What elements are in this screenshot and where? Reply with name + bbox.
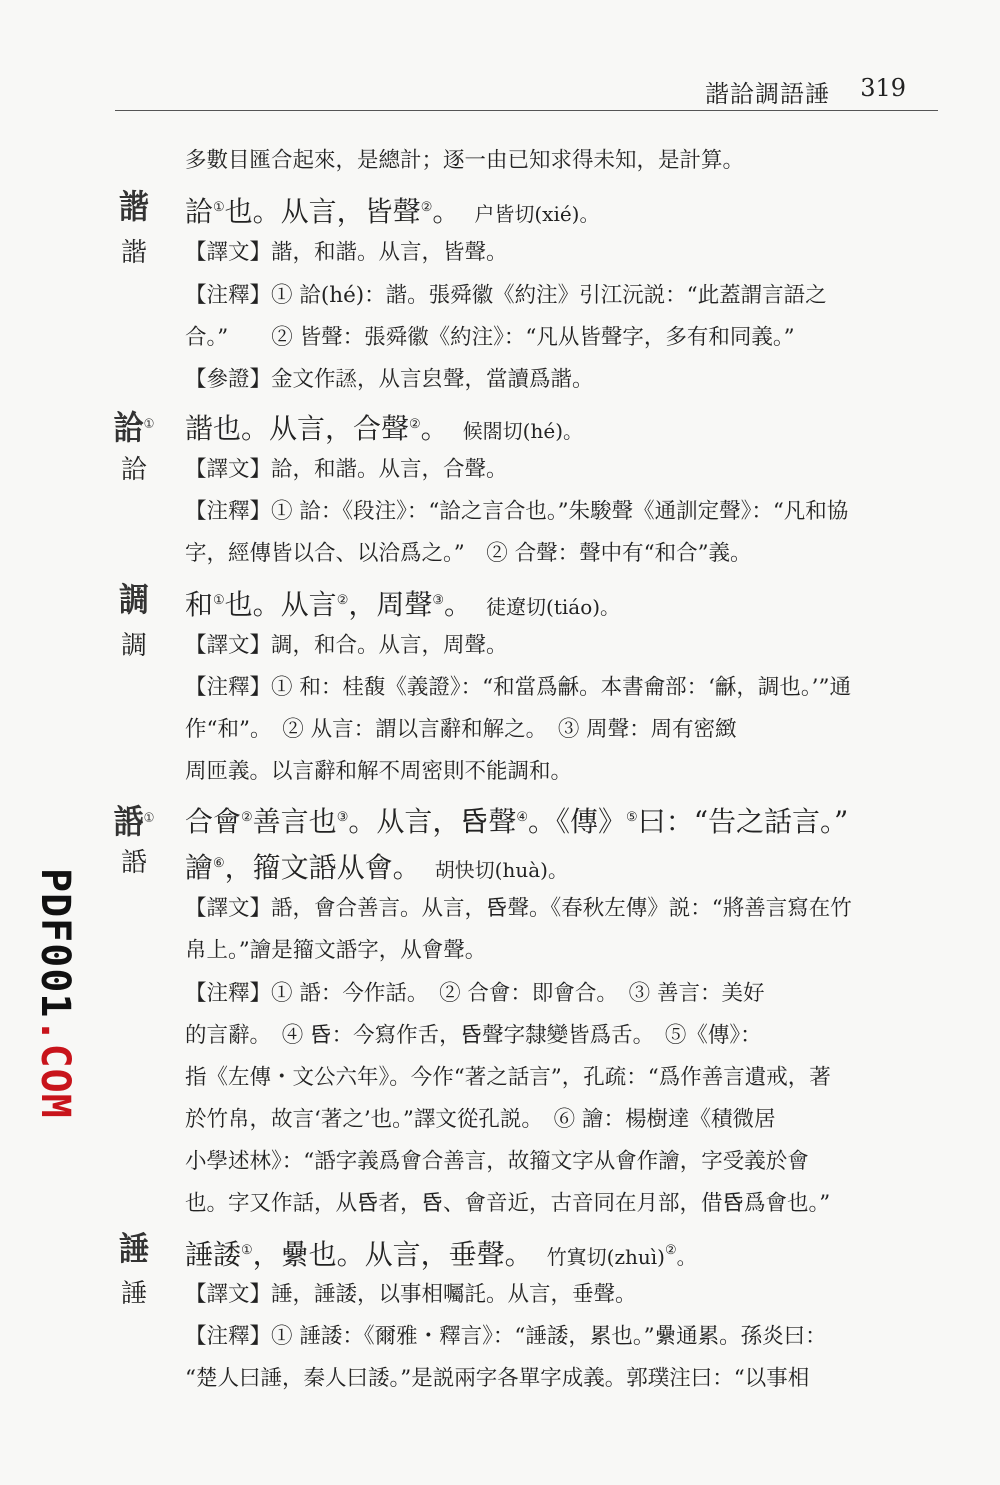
notes-line: “楚人曰諈，秦人曰諉。”是説兩字各單字成義。郭璞注曰：“以事相	[185, 1366, 810, 1391]
translation-line: 【譯文】調，和合。从言，周聲。	[185, 633, 508, 658]
head-character: 諧	[120, 238, 147, 268]
notes-line: 作“和”。 ② 从言：謂以言辭和解之。 ③ 周聲：周有密緻	[185, 717, 737, 742]
entry-definition-line: 和①也。从言②，周聲③。 徒遼切(tiáo)。	[185, 588, 621, 621]
translation-line: 【譯文】詥，和諧。从言，合聲。	[185, 457, 508, 482]
entry-definition-line: 譮⑥，籀文䛡从會。 胡快切(huà)。	[185, 851, 568, 884]
seal-glyph	[112, 404, 156, 449]
watermark	[32, 868, 78, 1119]
seal-glyph-char: 諈	[119, 1230, 149, 1269]
seal-glyph	[112, 1230, 156, 1270]
translation-line: 【譯文】諧，和諧。从言，皆聲。	[185, 240, 508, 265]
seal-glyph	[112, 798, 156, 843]
notes-line: 字，經傳皆以合、以洽爲之。” ② 合聲：聲中有“和合”義。	[185, 541, 752, 566]
notes-line: 小學述林》：“䛡字義爲會合善言，故籀文字从會作譮，字受義於會	[185, 1149, 809, 1174]
notes-line: 周匝義。以言辭和解不周密則不能調和。	[185, 759, 573, 784]
entry-definition-line: 諧也。从言，合聲②。 候閤切(hé)。	[185, 412, 584, 445]
notes-line: 於竹帛，故言‘著之’也。”譯文從孔説。 ⑥ 譮：楊樹達《積微居	[185, 1107, 776, 1132]
seal-note: ①	[143, 810, 155, 826]
translation-line: 【譯文】䛡，會合善言。从言，𠯑聲。《春秋左傳》説：“將善言寫在竹	[185, 896, 852, 921]
text-line: 多數目匯合起來，是總計；逐一由已知求得未知，是計算。	[185, 148, 745, 173]
head-character: 詥	[120, 455, 147, 485]
notes-line: 合。” ② 皆聲：張舜徽《約注》：“凡从皆聲字，多有和同義。”	[185, 325, 795, 350]
seal-glyph	[112, 188, 156, 228]
entry-definition-line: 諈諉①，纍也。从言，垂聲。 竹寘切(zhuì)②。	[185, 1238, 697, 1271]
seal-glyph-char: 調	[119, 581, 149, 620]
head-character: 諈	[120, 1279, 147, 1309]
running-header	[115, 66, 938, 111]
seal-glyph-char: 䛡	[113, 803, 144, 842]
head-character: 䛡	[120, 848, 147, 878]
watermark-red: .COM	[32, 1018, 78, 1119]
header-characters: 諧詥調語諈	[705, 80, 830, 108]
entry-definition-line: 詥①也。从言，皆聲②。 户皆切(xié)。	[185, 195, 600, 228]
seal-glyph-char: 諧	[119, 188, 149, 227]
notes-line: 指《左傳・文公六年》。今作“著之話言”，孔疏：“爲作善言遺戒，著	[185, 1065, 831, 1090]
seal-glyph-char: 詥	[113, 409, 144, 448]
seal-note: ①	[143, 416, 155, 432]
notes-line: 【注釋】① 和：桂馥《義證》：“和當爲龢。本書龠部：‘龢，調也。’”通	[185, 675, 851, 700]
watermark-black: PDF001	[32, 868, 78, 1019]
notes-line: 也。字又作話，从𠯑者，𠯑、會音近，古音同在月部，借𠯑爲會也。”	[185, 1191, 831, 1216]
entry-definition-line: 合會②善言也③。从言，𠯑聲④。《傳》⑤曰：“告之話言。”	[185, 805, 849, 838]
head-character: 調	[120, 631, 147, 661]
notes-line: 【注釋】① 䛡：今作話。 ② 合會：即會合。 ③ 善言：美好	[185, 981, 765, 1006]
seal-glyph	[112, 581, 156, 621]
notes-line: 【注釋】① 詥：《段注》：“詥之言合也。”朱駿聲《通訓定聲》：“凡和協	[185, 499, 849, 524]
translation-line: 帛上。”譮是籀文䛡字，从會聲。	[185, 938, 487, 963]
evidence-line: 【參證】金文作𧪣，从言㿝聲，當讀爲諧。	[185, 367, 594, 392]
notes-line: 【注釋】① 詥(hé)：諧。張舜徽《約注》引江沅説：“此蓋謂言語之	[185, 283, 827, 308]
translation-line: 【譯文】諈，諈諉，以事相囑託。从言，垂聲。	[185, 1282, 637, 1307]
notes-line: 【注釋】① 諈諉：《爾雅・釋言》：“諈諉，累也。”纍通累。孫炎曰：	[185, 1324, 827, 1349]
notes-line: 的言辭。 ④ 𠯑：今寫作舌，𠯑聲字隸變皆爲舌。 ⑤《傳》：	[185, 1023, 762, 1048]
page-number: 319	[860, 74, 906, 102]
